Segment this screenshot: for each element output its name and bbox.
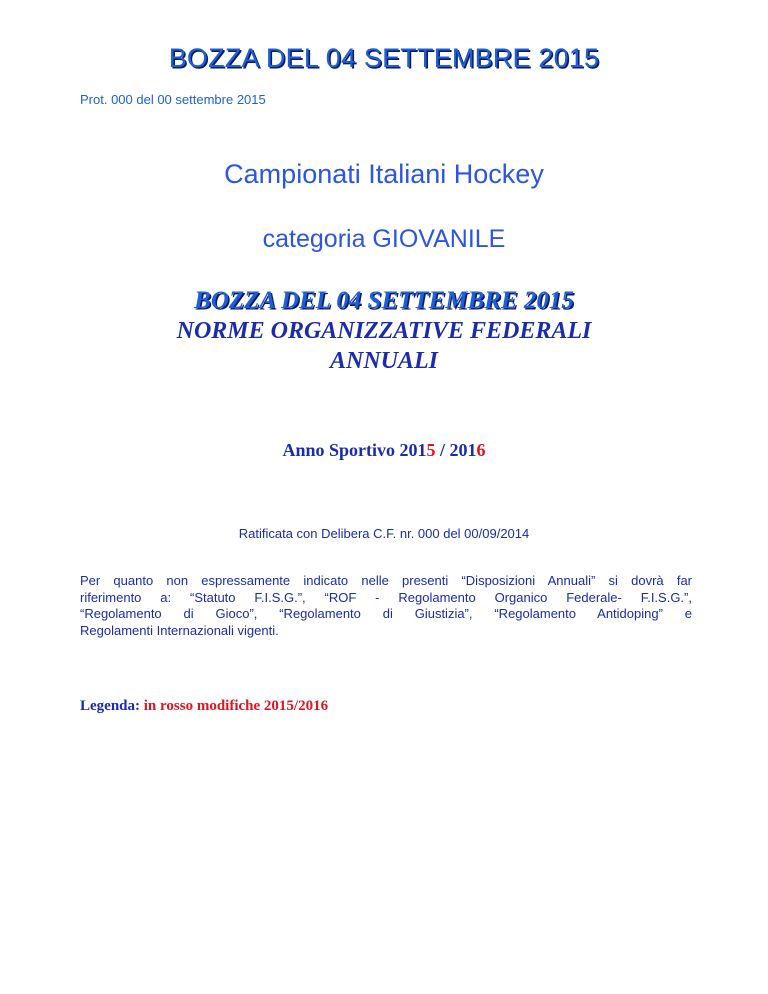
norme-heading-line-2: ANNUALI	[329, 348, 438, 374]
paragraph-line: “Regolamento di Gioco”, “Regolamento di Giustizia”, “Regolamento Antidoping” e	[80, 606, 692, 621]
regulations-paragraph	[80, 573, 692, 639]
paragraph-line: Regolamenti Internazionali vigenti.	[80, 622, 279, 638]
protocol-line: Prot. 000 del 00 settembre 2015	[80, 92, 266, 107]
ratification-line: Ratificata con Delibera C.F. nr. 000 del 00/09/2014	[238, 526, 530, 541]
norme-heading-line-1: NORME ORGANIZZATIVE FEDERALI	[176, 318, 592, 344]
draft-header-title: BOZZA DEL 04 SETTEMBRE 2015	[168, 43, 600, 73]
norme-heading	[0, 316, 768, 376]
anno-prefix: Anno Sportivo 201	[282, 440, 427, 460]
draft-title: BOZZA DEL 04 SETTEMBRE 2015	[194, 287, 574, 314]
anno-year2-digit: 6	[476, 440, 486, 460]
legend-label: Legenda:	[80, 698, 140, 714]
anno-sportivo	[0, 438, 768, 462]
document-title: Campionati Italiani Hockey	[224, 159, 544, 189]
anno-separator: / 201	[435, 440, 477, 460]
paragraph-line: riferimento a: “Statuto F.I.S.G.”, “ROF - Regolamento Organico Federale- F.I.S.G.”,	[80, 589, 692, 605]
anno-year1-digit: 5	[426, 440, 436, 460]
legend	[80, 696, 328, 716]
document-subtitle: categoria GIOVANILE	[262, 225, 506, 253]
legend-text: in rosso modifiche 2015/2016	[143, 698, 329, 714]
paragraph-line: Per quanto non espressamente indicato nelle presenti “Disposizioni Annuali” si dovrà far	[80, 573, 692, 588]
